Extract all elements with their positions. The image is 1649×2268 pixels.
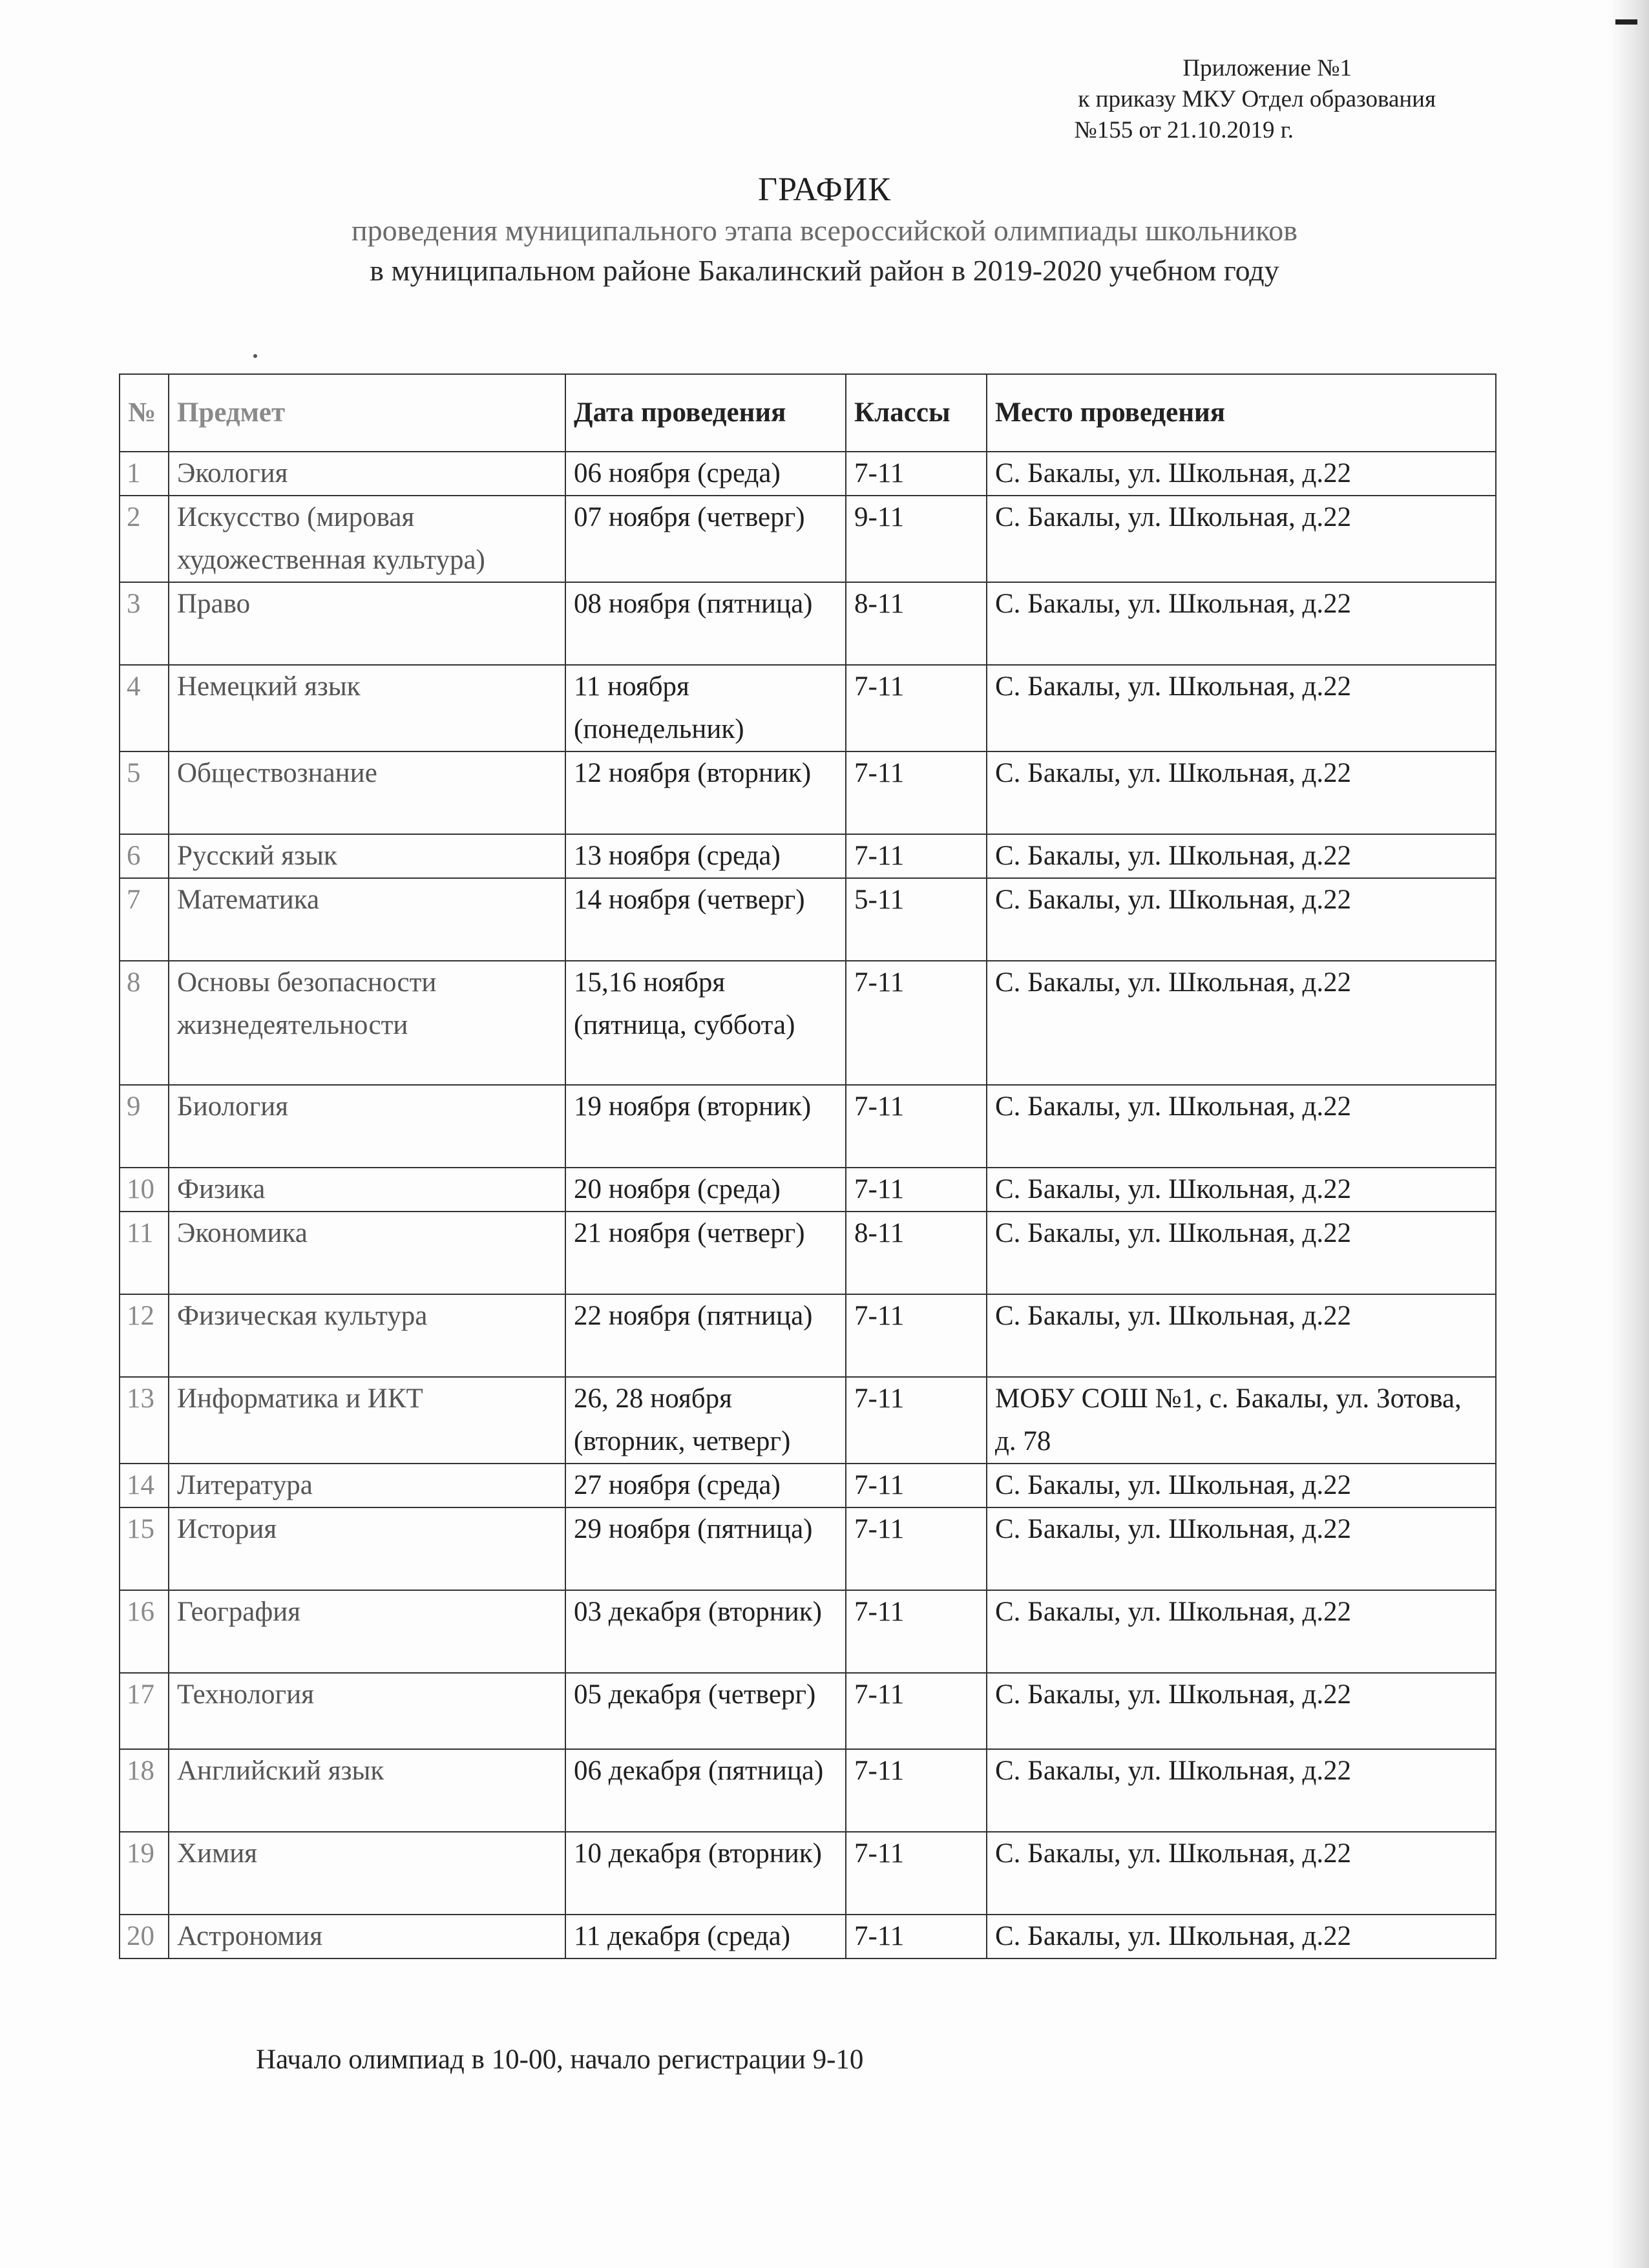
table-row (120, 1294, 1496, 1377)
row-subject: Математика (169, 878, 565, 961)
row-date: 05 декабря (четверг) (565, 1673, 846, 1749)
scan-speck (253, 354, 257, 358)
row-classes: 7-11 (846, 1915, 987, 1958)
table-row (120, 665, 1496, 751)
row-place: С. Бакалы, ул. Школьная, д.22 (987, 1673, 1496, 1749)
table-header-row (120, 374, 1496, 452)
row-date: 29 ноября (пятница) (565, 1507, 846, 1590)
table-row (120, 496, 1496, 582)
row-subject: Химия (169, 1832, 565, 1915)
row-number: 18 (120, 1749, 169, 1832)
row-place: С. Бакалы, ул. Школьная, д.22 (987, 496, 1496, 582)
row-date: 08 ноября (пятница) (565, 582, 846, 665)
row-number: 14 (120, 1464, 169, 1507)
column-header-date: Дата проведения (565, 374, 846, 452)
row-number: 2 (120, 496, 169, 582)
row-classes: 7-11 (846, 751, 987, 834)
row-number: 16 (120, 1590, 169, 1673)
table-row (120, 1832, 1496, 1915)
row-place: С. Бакалы, ул. Школьная, д.22 (987, 961, 1496, 1085)
row-subject: Биология (169, 1085, 565, 1168)
appendix-line-3: №155 от 21.10.2019 г. (1074, 117, 1294, 143)
row-place: С. Бакалы, ул. Школьная, д.22 (987, 1832, 1496, 1915)
appendix-line-2: к приказу МКУ Отдел образования (1078, 86, 1436, 112)
row-place: С. Бакалы, ул. Школьная, д.22 (987, 582, 1496, 665)
row-date: 11 декабря (среда) (565, 1915, 846, 1958)
table-body (120, 452, 1496, 1958)
row-date: 26, 28 ноября (вторник, четверг) (565, 1377, 846, 1464)
row-classes: 7-11 (846, 961, 987, 1085)
row-subject: Физическая культура (169, 1294, 565, 1377)
row-date: 13 ноября (среда) (565, 834, 846, 878)
row-date: 11 ноября (понедельник) (565, 665, 846, 751)
table-row (120, 878, 1496, 961)
row-number: 20 (120, 1915, 169, 1958)
scan-edge-shadow (1610, 0, 1649, 2268)
table-row (120, 452, 1496, 496)
row-subject: История (169, 1507, 565, 1590)
row-place: С. Бакалы, ул. Школьная, д.22 (987, 1168, 1496, 1212)
table-row (120, 1915, 1496, 1958)
row-date: 03 декабря (вторник) (565, 1590, 846, 1673)
title-block (0, 169, 1649, 291)
column-header-number: № (120, 374, 169, 452)
row-place: С. Бакалы, ул. Школьная, д.22 (987, 1507, 1496, 1590)
row-date: 21 ноября (четверг) (565, 1212, 846, 1294)
row-subject: Литература (169, 1464, 565, 1507)
column-header-classes: Классы (846, 374, 987, 452)
row-classes: 7-11 (846, 1590, 987, 1673)
table-row (120, 1377, 1496, 1464)
footer-note: Начало олимпиад в 10-00, начало регистрации 9-10 (256, 2044, 864, 2075)
row-classes: 7-11 (846, 1294, 987, 1377)
row-classes: 7-11 (846, 452, 987, 496)
schedule-table (119, 373, 1497, 1959)
row-classes: 7-11 (846, 1507, 987, 1590)
table-row (120, 1464, 1496, 1507)
document-title: ГРАФИК (758, 171, 891, 208)
table-row (120, 1673, 1496, 1749)
row-date: 12 ноября (вторник) (565, 751, 846, 834)
table-row (120, 751, 1496, 834)
row-place: С. Бакалы, ул. Школьная, д.22 (987, 452, 1496, 496)
row-number: 4 (120, 665, 169, 751)
row-date: 06 декабря (пятница) (565, 1749, 846, 1832)
row-classes: 7-11 (846, 1085, 987, 1168)
appendix-block (1075, 53, 1436, 146)
appendix-line-1: Приложение №1 (1182, 55, 1352, 81)
row-date: 22 ноября (пятница) (565, 1294, 846, 1377)
row-subject: Основы безопасности жизнедеятельности (169, 961, 565, 1085)
row-date: 20 ноября (среда) (565, 1168, 846, 1212)
row-number: 17 (120, 1673, 169, 1749)
row-number: 3 (120, 582, 169, 665)
row-place: С. Бакалы, ул. Школьная, д.22 (987, 1590, 1496, 1673)
row-place: С. Бакалы, ул. Школьная, д.22 (987, 1464, 1496, 1507)
row-date: 07 ноября (четверг) (565, 496, 846, 582)
table-row (120, 1212, 1496, 1294)
row-place: С. Бакалы, ул. Школьная, д.22 (987, 751, 1496, 834)
row-number: 10 (120, 1168, 169, 1212)
row-place: С. Бакалы, ул. Школьная, д.22 (987, 834, 1496, 878)
row-date: 14 ноября (четверг) (565, 878, 846, 961)
row-classes: 5-11 (846, 878, 987, 961)
row-date: 19 ноября (вторник) (565, 1085, 846, 1168)
row-place: С. Бакалы, ул. Школьная, д.22 (987, 1294, 1496, 1377)
row-subject: Экология (169, 452, 565, 496)
row-number: 7 (120, 878, 169, 961)
column-header-subject: Предмет (169, 374, 565, 452)
row-place: С. Бакалы, ул. Школьная, д.22 (987, 1212, 1496, 1294)
row-place: С. Бакалы, ул. Школьная, д.22 (987, 878, 1496, 961)
row-number: 8 (120, 961, 169, 1085)
table-row (120, 1590, 1496, 1673)
row-classes: 7-11 (846, 1749, 987, 1832)
row-classes: 9-11 (846, 496, 987, 582)
row-subject: Астрономия (169, 1915, 565, 1958)
row-subject: Искусство (мировая художественная культура) (169, 496, 565, 582)
row-subject: Технология (169, 1673, 565, 1749)
row-classes: 8-11 (846, 582, 987, 665)
row-date: 15,16 ноября (пятница, суббота) (565, 961, 846, 1085)
row-classes: 7-11 (846, 1464, 987, 1507)
table-row (120, 834, 1496, 878)
row-place: С. Бакалы, ул. Школьная, д.22 (987, 1915, 1496, 1958)
row-subject: Немецкий язык (169, 665, 565, 751)
row-classes: 7-11 (846, 1168, 987, 1212)
row-number: 5 (120, 751, 169, 834)
row-subject: Русский язык (169, 834, 565, 878)
row-classes: 7-11 (846, 1673, 987, 1749)
column-header-place: Место проведения (987, 374, 1496, 452)
table-row (120, 961, 1496, 1085)
row-place: МОБУ СОШ №1, с. Бакалы, ул. Зотова, д. 78 (987, 1377, 1496, 1464)
row-date: 10 декабря (вторник) (565, 1832, 846, 1915)
row-place: С. Бакалы, ул. Школьная, д.22 (987, 665, 1496, 751)
table-row (120, 582, 1496, 665)
row-date: 27 ноября (среда) (565, 1464, 846, 1507)
row-number: 1 (120, 452, 169, 496)
row-number: 12 (120, 1294, 169, 1377)
row-number: 13 (120, 1377, 169, 1464)
row-number: 9 (120, 1085, 169, 1168)
row-subject: Экономика (169, 1212, 565, 1294)
row-classes: 7-11 (846, 665, 987, 751)
row-subject: Информатика и ИКТ (169, 1377, 565, 1464)
document-subtitle-2: в муниципальном районе Бакалинский район в 2019-2020 учебном году (370, 254, 1279, 287)
row-subject: Обществознание (169, 751, 565, 834)
row-number: 11 (120, 1212, 169, 1294)
row-subject: Физика (169, 1168, 565, 1212)
row-subject: Право (169, 582, 565, 665)
scan-corner-mark (1615, 19, 1637, 25)
row-classes: 8-11 (846, 1212, 987, 1294)
row-subject: География (169, 1590, 565, 1673)
table-row (120, 1085, 1496, 1168)
row-number: 19 (120, 1832, 169, 1915)
row-date: 06 ноября (среда) (565, 452, 846, 496)
table-row (120, 1168, 1496, 1212)
document-subtitle-1: проведения муниципального этапа всероссийской олимпиады школьников (351, 214, 1297, 247)
row-classes: 7-11 (846, 834, 987, 878)
row-place: С. Бакалы, ул. Школьная, д.22 (987, 1749, 1496, 1832)
row-classes: 7-11 (846, 1832, 987, 1915)
row-number: 6 (120, 834, 169, 878)
table-row (120, 1749, 1496, 1832)
row-subject: Английский язык (169, 1749, 565, 1832)
row-place: С. Бакалы, ул. Школьная, д.22 (987, 1085, 1496, 1168)
row-classes: 7-11 (846, 1377, 987, 1464)
table-row (120, 1507, 1496, 1590)
row-number: 15 (120, 1507, 169, 1590)
